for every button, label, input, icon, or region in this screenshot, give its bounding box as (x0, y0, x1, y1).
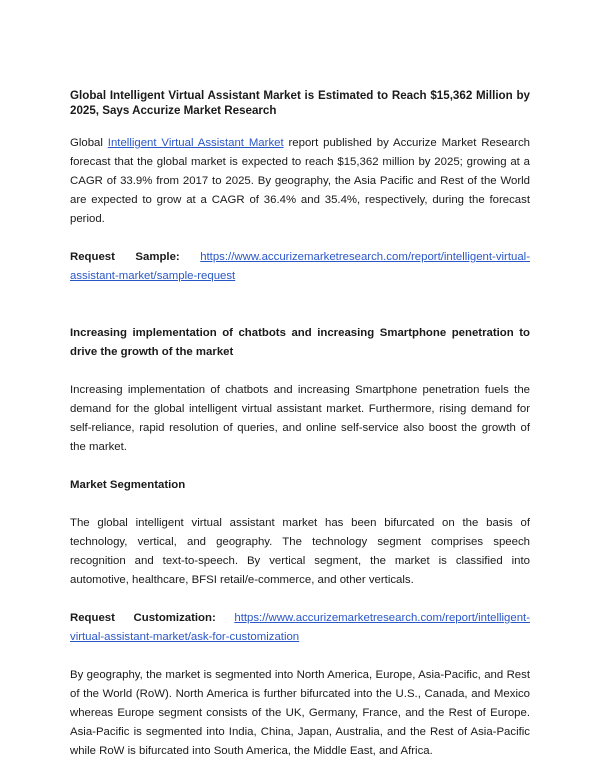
segmentation-paragraph: The global intelligent virtual assistant market has been bifurcated on the basis of technology, vertical, and geography. The technology segment comprises speech recognition and text-to-speech. By vertical segment, the market is classified into automotive, healthcare, BFSI retail/e-commerce, and other verticals. (70, 517, 530, 586)
intro-suffix: report published by Accurize Market Research forecast that the global market is expected to reach $15,362 million by 2025; growing at a CAGR of 33.9% from 2017 to 2025. By geography, the Asia Pacific and Rest of the World are expected to grow at a CAGR of 36.4% and 35.4%, respectively, during the forecast period. (70, 137, 530, 225)
document-title: Global Intelligent Virtual Assistant Market is Estimated to Reach $15,362 Million by 2025, Says Accurize Market Research (70, 89, 530, 117)
growth-heading: Increasing implementation of chatbots and increasing Smartphone penetration to drive the growth of the market (70, 327, 530, 358)
request-sample-link[interactable]: https://www.accurizemarketresearch.com/report/intelligent-virtual-assistant-market/sample-request (70, 251, 530, 282)
market-report-link[interactable]: Intelligent Virtual Assistant Market (107, 137, 284, 149)
intro-prefix: Global (70, 137, 108, 149)
intro-paragraph (70, 134, 530, 229)
request-customization-link[interactable]: https://www.accurizemarketresearch.com/report/intelligent-virtual-assistant-market/ask-for-customization (70, 612, 530, 643)
request-customization-label: Request Customization: (70, 612, 216, 624)
geography-paragraph: By geography, the market is segmented into North America, Europe, Asia-Pacific, and Rest of the World (RoW). North America is further bifurcated into the U.S., Canada, and Mexico whereas Europe segment consists of the UK, Germany, France, and the Rest of Europe. Asia-Pacific is segmented into India, China, Japan, Australia, and the Rest of Asia-Pacific while RoW is bifurcated into South America, the Middle East, and Africa. (70, 669, 530, 757)
growth-paragraph: Increasing implementation of chatbots and increasing Smartphone penetration fuels the demand for the global intelligent virtual assistant market. Furthermore, rising demand for self-reliance, rapid resolution of queries, and online self-service also boost the growth of the market. (70, 384, 530, 453)
request-customization-paragraph (70, 609, 530, 647)
request-sample-paragraph (70, 248, 530, 286)
segmentation-heading: Market Segmentation (70, 479, 186, 491)
request-sample-label: Request Sample: (70, 251, 180, 263)
